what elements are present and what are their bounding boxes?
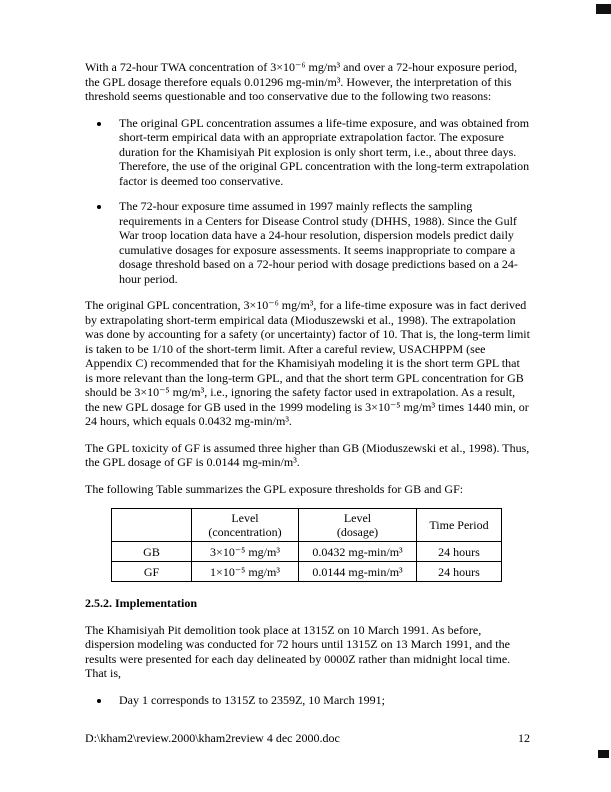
table-header-dosage-line1: Level bbox=[343, 511, 372, 526]
table-header-dosage-line2: (dosage) bbox=[336, 525, 379, 540]
table-cell-period: 24 hours bbox=[417, 542, 502, 562]
table-header-concentration-line1: Level bbox=[231, 511, 259, 526]
table-row-gb bbox=[112, 542, 502, 562]
table-header-concentration bbox=[192, 509, 299, 542]
table-header-time-period: Time Period bbox=[417, 509, 502, 542]
paragraph-intro: With a 72-hour TWA concentration of 3×10⁻⁶ mg/m³ and over a 72-hour exposure period, the GPL dosage therefore equals 0.01296 mg-min/m³. However, the interpretation of this threshold seems questionable and too conservative due to the following two reasons: bbox=[85, 60, 518, 104]
paragraph-gpl-derivation: The original GPL concentration, 3×10⁻⁶ mg/m³, for a life-time exposure was in fact derived by extrapolating short-term empirical data (Mioduszewski et al., 1998). The extrapolation was done by accounting for a safety (or uncertainty) factor of 10. That is, the long-term limit is taken to be 1/10 of the short-term limit. After a careful review, USACHPPM (see Appendix C) recommended that for the Khamisiyah modeling it is the short term GPL that is more relevant than the long-term GPL, and that the short term GPL concentration for GB should be 3×10⁻⁵ mg/m³, i.e., ignoring the safety factor used in extrapolation. As a result, the new GPL dosage for GB used in the 1999 modeling is 3×10⁻⁵ mg/m³ times 1440 min, or 24 hours, which equals 0.0432 mg-min/m³. bbox=[85, 298, 530, 429]
table-cell-period: 24 hours bbox=[417, 562, 502, 582]
table-cell-agent-label: GF bbox=[112, 562, 192, 582]
list-item-day1: • Day 1 corresponds to 1315Z to 2359Z, 10 March 1991; bbox=[111, 693, 530, 708]
table-cell-concentration: 1×10⁻⁵ mg/m³ bbox=[192, 562, 299, 582]
paragraph-implementation: The Khamisiyah Pit demolition took place at 1315Z on 10 March 1991. As before, dispersion modeling was conducted for 72 hours until 1315Z on 13 March 1991, and the results were presented for each day delineated by 0000Z rather than midnight local time. That is, bbox=[85, 622, 511, 681]
gpl-thresholds-table bbox=[111, 508, 502, 582]
paragraph-table-intro: The following Table summarizes the GPL exposure thresholds for GB and GF: bbox=[85, 481, 464, 496]
table-cell-concentration: 3×10⁻⁵ mg/m³ bbox=[192, 542, 299, 562]
table-header-row bbox=[112, 509, 502, 542]
scan-artifact-top-right bbox=[596, 4, 611, 14]
list-item-exposure-time: • The 72-hour exposure time assumed in 1997 mainly reflects the sampling requirements in a Centers for Disease Control study (DHHS, 1988). Since the Gulf War troop location data have a 24-hour resolution, dispersion models predict daily cumulative dosages for exposure assessments. It seems inappropriate to compare a dosage threshold based on a 72-hour period with dosage predictions based on a 24-hour period. bbox=[111, 199, 530, 286]
table-cell-agent-label: GB bbox=[112, 542, 192, 562]
table-cell-dosage: 0.0432 mg-min/m³ bbox=[299, 542, 417, 562]
table-row-gf bbox=[112, 562, 502, 582]
footer-file-path: D:\kham2\review.2000\kham2review 4 dec 2000.doc bbox=[85, 731, 340, 745]
table-header-dosage bbox=[299, 509, 417, 542]
scan-artifact-bottom-right bbox=[598, 750, 609, 758]
table-header-concentration-line2: (concentration) bbox=[208, 525, 282, 540]
list-item-original-gpl: • The original GPL concentration assumes a life-time exposure, and was obtained from short-term empirical data with an appropriate extrapolation factor. The exposure duration for the Khamisiyah Pit explosion is only short term, i.e., about three days. Therefore, the use of the original GPL concentration with the long-term extrapolation factor is deemed too conservative. bbox=[111, 116, 530, 189]
reasons-bullet-list bbox=[85, 116, 530, 287]
page-number: 12 bbox=[518, 731, 530, 745]
table-cell-dosage: 0.0144 mg-min/m³ bbox=[299, 562, 417, 582]
table-header-empty bbox=[112, 509, 192, 542]
page-content bbox=[85, 60, 530, 720]
days-bullet-list bbox=[85, 693, 530, 708]
page-footer bbox=[85, 731, 530, 746]
section-heading-implementation: 2.5.2. Implementation bbox=[85, 596, 197, 611]
paragraph-gf-toxicity: The GPL toxicity of GF is assumed three higher than GB (Mioduszewski et al., 1998). Thus, the GPL dosage of GF is 0.0144 mg-min/m³. bbox=[85, 440, 530, 470]
